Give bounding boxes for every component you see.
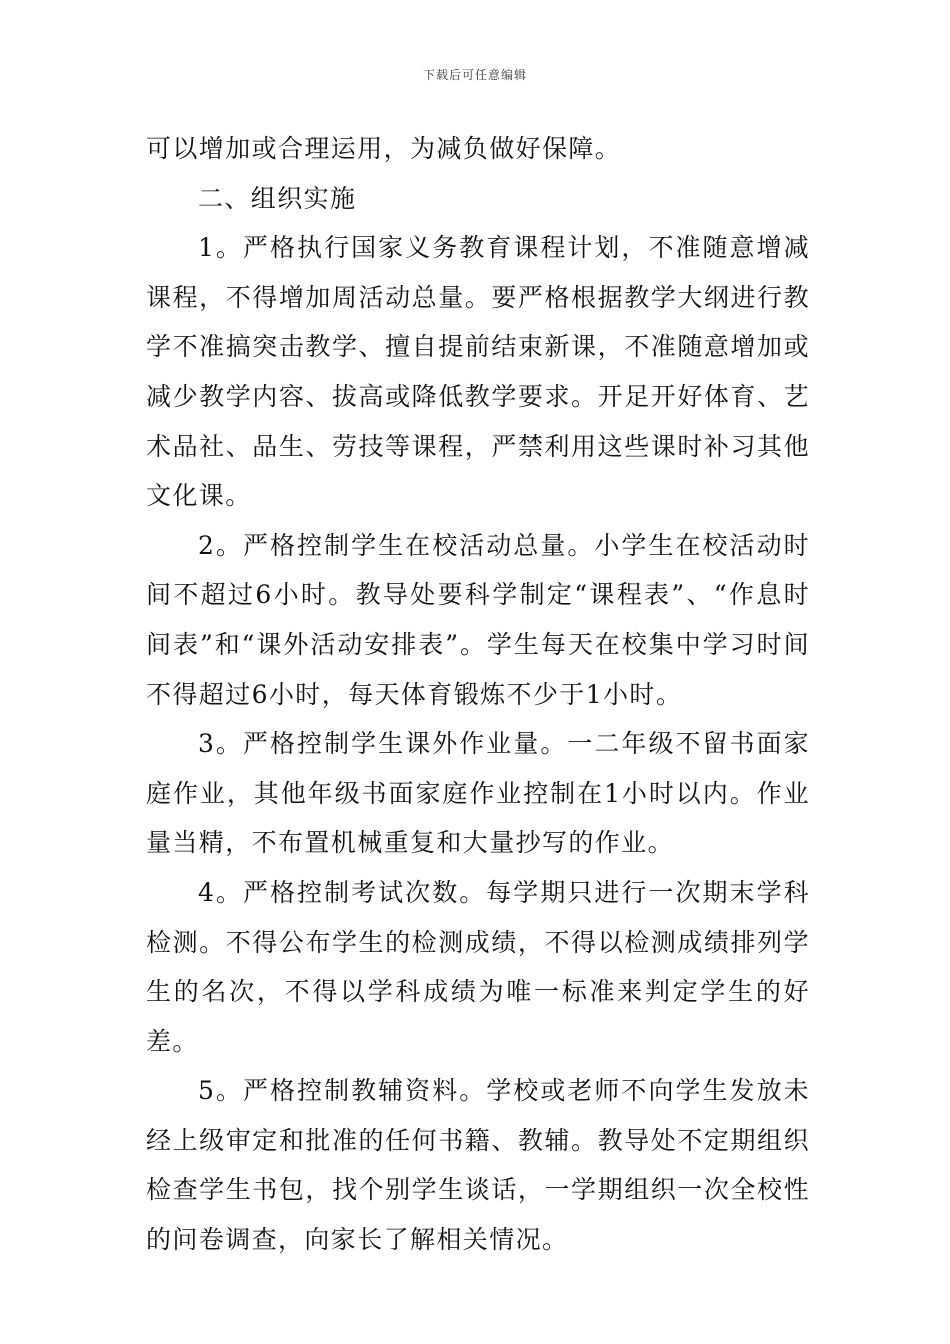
paragraph-item-4: 4。严格控制考试次数。每学期只进行一次期末学科检测。不得公布学生的检测成绩，不得以检测成绩排列学生的名次，不得以学科成绩为唯一标准来判定学生的好差。 bbox=[146, 877, 810, 1056]
page-header-note: 下载后可任意编辑 bbox=[422, 68, 527, 82]
paragraph-item-1: 1。严格执行国家义务教育课程计划，不准随意增减课程，不得增加周活动总量。要严格根据教学大纲进行教学不准搞突击教学、擅自提前结束新课，不准随意增加或减少教学内容、拔高或降低教学要求。开足开好体育、艺术品社、品生、劳技等课程，严禁利用这些课时补习其他文化课。 bbox=[146, 233, 810, 511]
paragraph-item-3: 3。严格控制学生课外作业量。一二年级不留书面家庭作业，其他年级书面家庭作业控制在1小时以内。作业量当精，不布置机械重复和大量抄写的作业。 bbox=[146, 729, 810, 858]
document-body bbox=[146, 124, 810, 1265]
paragraph-item-5: 5。严格控制教辅资料。学校或老师不向学生发放未经上级审定和批准的任何书籍、教辅。教导处不定期组织检查学生书包，找个别学生谈话，一学期组织一次全校性的问卷调查，向家长了解相关情况。 bbox=[146, 1076, 810, 1255]
paragraph-continuation: 可以增加或合理运用，为减负做好保障。 bbox=[146, 134, 622, 163]
paragraph-item-2: 2。严格控制学生在校活动总量。小学生在校活动时间不超过6小时。教导处要科学制定“课程表”、“作息时间表”和“课外活动安排表”。学生每天在校集中学习时间不得超过6小时，每天体育锻炼不少于1小时。 bbox=[146, 530, 810, 709]
section-heading-organization: 二、组织实施 bbox=[198, 183, 357, 213]
